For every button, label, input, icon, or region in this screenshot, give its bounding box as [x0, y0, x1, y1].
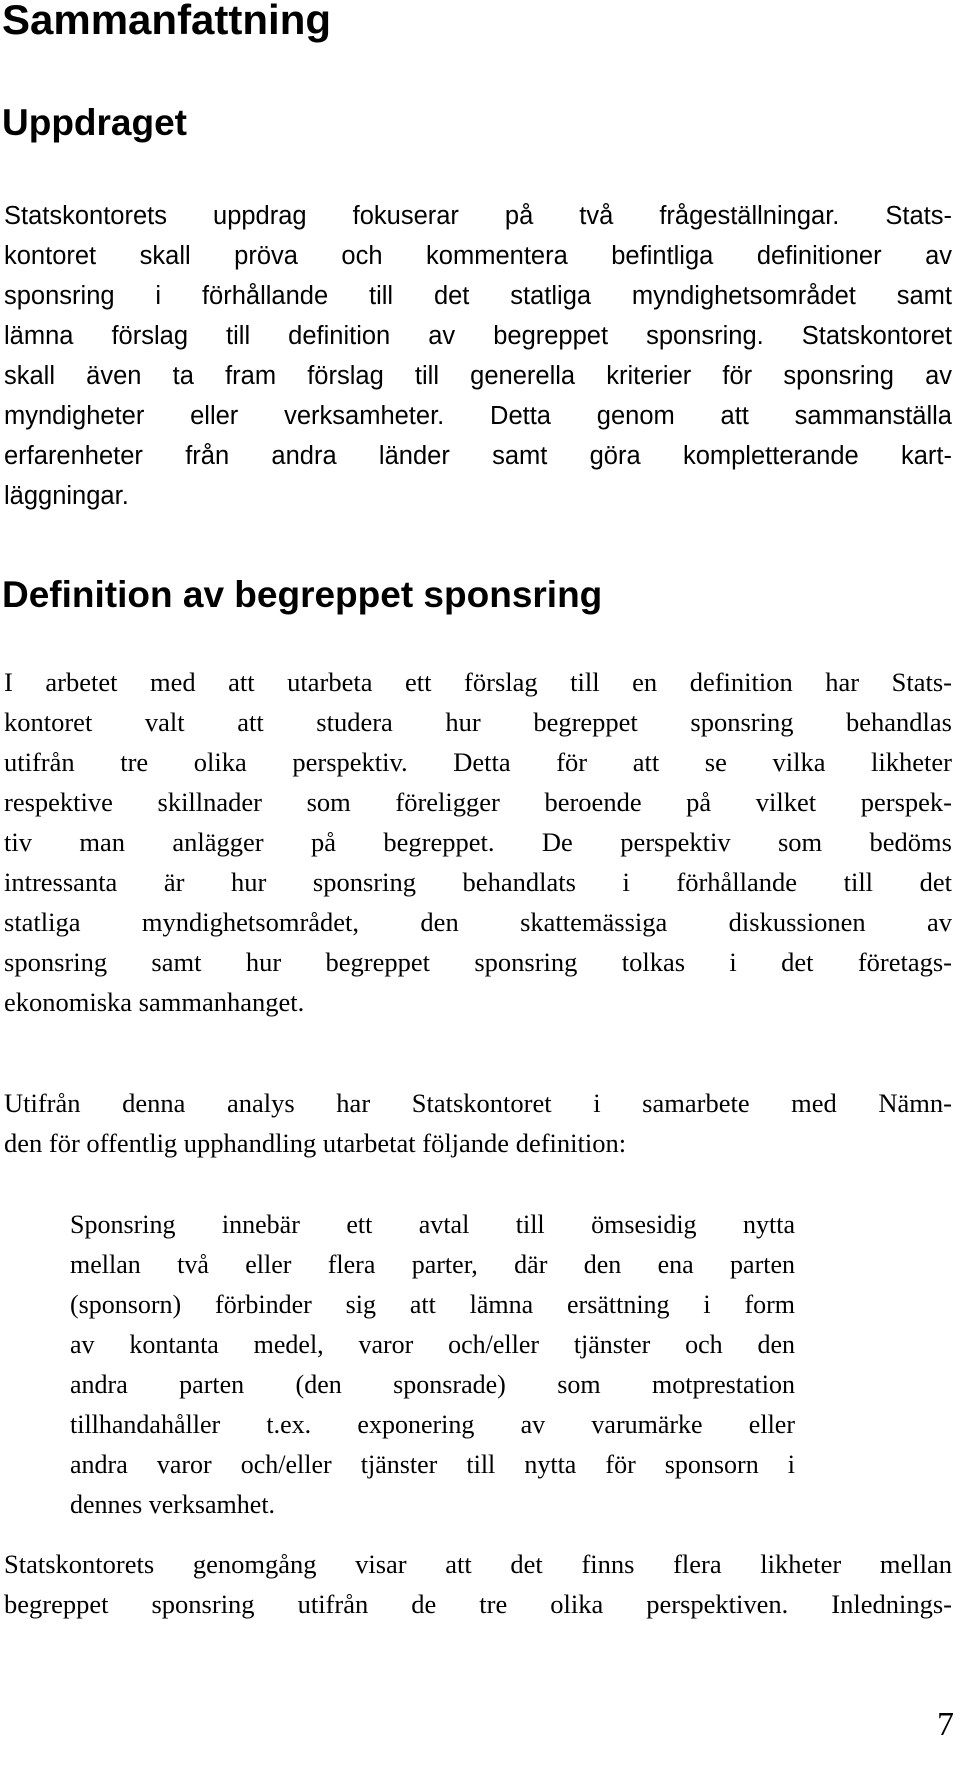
text-line: kontoret skall pröva och kommentera befintliga definitioner av	[4, 242, 952, 270]
page-number: 7	[937, 1706, 954, 1743]
text-line: respektive skillnader som föreligger beroende på vilket perspek-	[4, 787, 952, 817]
quote-line: Sponsring innebär ett avtal till ömsesidig nytta	[70, 1210, 795, 1239]
quote-line: andra varor och/eller tjänster till nytta för sponsorn i	[70, 1450, 795, 1479]
quote-line: dennes verksamhet.	[70, 1490, 276, 1519]
text-line: myndigheter eller verksamheter. Detta genom att sammanställa	[4, 402, 952, 430]
text-line: tiv man anlägger på begreppet. De perspektiv som bedöms	[4, 827, 952, 857]
page-title: Sammanfattning	[2, 0, 332, 43]
text-line: intressanta är hur sponsring behandlats i förhållande till det	[4, 867, 952, 897]
paragraph-analysis	[4, 1083, 952, 1163]
quote-line: (sponsorn) förbinder sig att lämna ersättning i form	[70, 1290, 795, 1319]
quote-line: tillhandahåller t.ex. exponering av varumärke eller	[70, 1410, 795, 1439]
quote-line: av kontanta medel, varor och/eller tjänster och den	[70, 1330, 795, 1359]
text-line: kontoret valt att studera hur begreppet sponsring behandlas	[4, 707, 952, 737]
text-line: I arbetet med att utarbeta ett förslag till en definition har Stats-	[4, 667, 952, 697]
paragraph-uppdraget	[4, 196, 952, 516]
quote-line: andra parten (den sponsrade) som motprestation	[70, 1370, 795, 1399]
text-line: skall även ta fram förslag till generella kriterier för sponsring av	[4, 362, 952, 390]
paragraph-closing	[4, 1544, 952, 1624]
section-heading-uppdraget: Uppdraget	[2, 102, 187, 143]
text-line: utifrån tre olika perspektiv. Detta för att se vilka likheter	[4, 747, 952, 777]
definition-blockquote	[70, 1205, 795, 1525]
text-line: läggningar.	[4, 482, 129, 510]
text-line: den för offentlig upphandling utarbetat följande definition:	[4, 1128, 627, 1158]
paragraph-definition-intro	[4, 662, 952, 1022]
text-line: sponsring samt hur begreppet sponsring tolkas i det företags-	[4, 947, 952, 977]
text-line: Statskontorets uppdrag fokuserar på två frågeställningar. Stats-	[4, 202, 952, 230]
text-line: ekonomiska sammanhanget.	[4, 987, 305, 1017]
text-line: erfarenheter från andra länder samt göra kompletterande kart-	[4, 442, 952, 470]
text-line: sponsring i förhållande till det statliga myndighetsområdet samt	[4, 282, 952, 310]
quote-line: mellan två eller flera parter, där den ena parten	[70, 1250, 795, 1279]
section-heading-definition: Definition av begreppet sponsring	[2, 574, 603, 615]
text-line: Utifrån denna analys har Statskontoret i samarbete med Nämn-	[4, 1088, 952, 1118]
text-line: begreppet sponsring utifrån de tre olika perspektiven. Inlednings-	[4, 1589, 952, 1619]
text-line: Statskontorets genomgång visar att det finns flera likheter mellan	[4, 1549, 952, 1579]
text-line: lämna förslag till definition av begreppet sponsring. Statskontoret	[4, 322, 952, 350]
text-line: statliga myndighetsområdet, den skattemässiga diskussionen av	[4, 907, 952, 937]
